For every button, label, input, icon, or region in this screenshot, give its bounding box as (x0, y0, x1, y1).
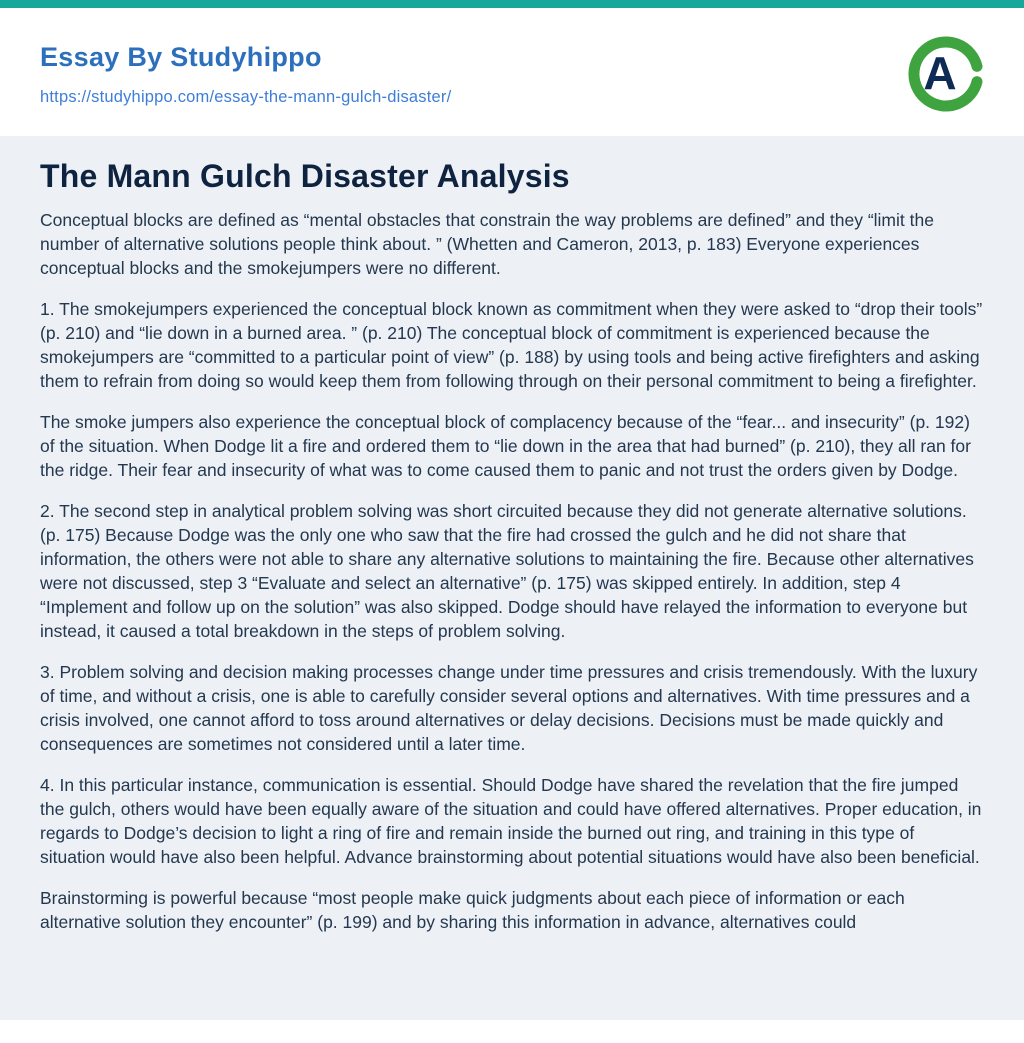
source-url-link[interactable]: https://studyhippo.com/essay-the-mann-gulch-disaster/ (40, 87, 452, 106)
article-paragraph-5: 3. Problem solving and decision making processes change under time pressures and crisis tremendously. With the luxury of time, and without a crisis, one is able to carefully consider several options and alternatives. With time pressures and a crisis involved, one cannot afford to toss around alternatives or delay decisions. Decisions must be made quickly and consequences are sometimes not considered until a later time. (40, 662, 978, 754)
top-accent-bar (0, 0, 1024, 8)
studyhippo-logo[interactable] (908, 36, 984, 112)
header-text-block (40, 42, 451, 107)
logo-letter: A (923, 47, 957, 99)
page-footer (0, 1020, 1024, 1043)
article-paragraph-4: 2. The second step in analytical problem solving was short circuited because they did not generate alternative solutions. (p. 175) Because Dodge was the only one who saw that the fire had crossed the gulch and he did not share that information, the others were not able to share any alternative solutions to maintaining the fire. Because other alternatives were not discussed, step 3 “Evaluate and select an alternative” (p. 175) was skipped entirely. In addition, step 4 “Implement and follow up on the solution” was also skipped. Dodge should have relayed the information to everyone but instead, it caused a total breakdown in the steps of problem solving. (40, 501, 974, 641)
site-title: Essay By Studyhippo (40, 41, 322, 72)
article-paragraph-2: 1. The smokejumpers experienced the conceptual block known as commitment when they were asked to “drop their tools” (p. 210) and “lie down in a burned area. ” (p. 210) The conceptual block of commitment is experienced because the smokejumpers are “committed to a particular point of view” (p. 188) by using tools and being active firefighters and asking them to refrain from doing so would keep them from following through on their personal commitment to being a firefighter. (40, 299, 983, 391)
article-paragraph-7: Brainstorming is powerful because “most people make quick judgments about each piece of information or each alternative solution they encounter” (p. 199) and by sharing this information in advance, alternatives could (40, 888, 905, 932)
article-title: The Mann Gulch Disaster Analysis (40, 158, 570, 194)
article-paragraph-6: 4. In this particular instance, communication is essential. Should Dodge have shared the revelation that the fire jumped the gulch, others would have been equally aware of the situation and could have offered alternatives. Proper education, in regards to Dodge’s decision to light a ring of fire and remain inside the burned out ring, and training in this type of situation would have also been helpful. Advance brainstorming about potential situations would have also been beneficial. (40, 775, 982, 867)
page-header (0, 8, 1024, 136)
article-content (0, 136, 1024, 1020)
article-paragraph-3: The smoke jumpers also experience the conceptual block of complacency because of the “fear... and insecurity” (p. 192) of the situation. When Dodge lit a fire and ordered them to “lie down in the area that had burned” (p. 210), they all ran for the ridge. Their fear and insecurity of what was to come caused them to panic and not trust the orders given by Dodge. (40, 412, 971, 480)
article-paragraph-1: Conceptual blocks are defined as “mental obstacles that constrain the way problems are defined” and they “limit the number of alternative solutions people think about. ” (Whetten and Cameron, 2013, p. 183) Everyone experiences conceptual blocks and the smokejumpers were no different. (40, 210, 934, 278)
